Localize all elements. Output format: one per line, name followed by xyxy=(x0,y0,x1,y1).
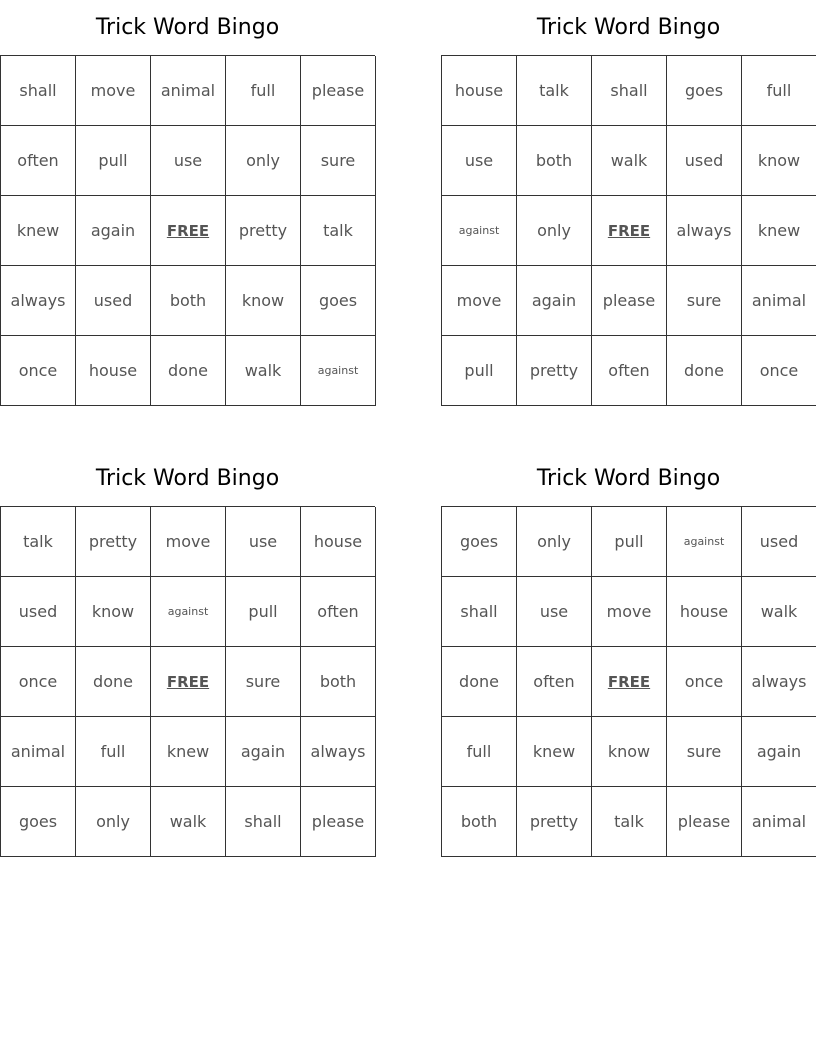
bingo-cell: once xyxy=(742,336,816,406)
bingo-cell: pull xyxy=(226,577,301,647)
free-space: FREE xyxy=(592,647,667,717)
bingo-cell: used xyxy=(742,507,816,577)
bingo-cell: again xyxy=(742,717,816,787)
bingo-cell: shall xyxy=(226,787,301,857)
bingo-cell: knew xyxy=(742,196,816,266)
bingo-cell: done xyxy=(667,336,742,406)
card-title: Trick Word Bingo xyxy=(536,466,721,491)
bingo-cell: shall xyxy=(592,56,667,126)
bingo-cell: against xyxy=(301,336,376,406)
bingo-cell: house xyxy=(442,56,517,126)
bingo-cell: both xyxy=(442,787,517,857)
bingo-grid xyxy=(0,506,375,857)
bingo-cell: use xyxy=(151,126,226,196)
bingo-cell: full xyxy=(76,717,151,787)
bingo-cell: please xyxy=(667,787,742,857)
bingo-card-3 xyxy=(0,451,375,857)
bingo-cell: use xyxy=(226,507,301,577)
bingo-cell: shall xyxy=(1,56,76,126)
bingo-cell: sure xyxy=(301,126,376,196)
bingo-cell: pull xyxy=(76,126,151,196)
bingo-cell: always xyxy=(742,647,816,717)
bingo-grid xyxy=(0,55,375,406)
card-title: Trick Word Bingo xyxy=(95,15,280,40)
bingo-cell: goes xyxy=(301,266,376,336)
bingo-cell: use xyxy=(442,126,517,196)
bingo-cell: full xyxy=(442,717,517,787)
bingo-cell: talk xyxy=(592,787,667,857)
bingo-cell: know xyxy=(592,717,667,787)
bingo-cell: goes xyxy=(667,56,742,126)
bingo-cell: walk xyxy=(592,126,667,196)
bingo-cell: only xyxy=(226,126,301,196)
free-space: FREE xyxy=(151,647,226,717)
bingo-cell: pull xyxy=(592,507,667,577)
free-space: FREE xyxy=(151,196,226,266)
bingo-cell: sure xyxy=(226,647,301,717)
bingo-cell: move xyxy=(151,507,226,577)
bingo-cell: walk xyxy=(151,787,226,857)
bingo-cell: full xyxy=(226,56,301,126)
bingo-cell: knew xyxy=(1,196,76,266)
bingo-cell: once xyxy=(1,647,76,717)
bingo-cell: again xyxy=(226,717,301,787)
bingo-cell: talk xyxy=(1,507,76,577)
bingo-cell: used xyxy=(667,126,742,196)
bingo-cell: again xyxy=(517,266,592,336)
bingo-cell: talk xyxy=(301,196,376,266)
bingo-cell: move xyxy=(592,577,667,647)
bingo-cell: both xyxy=(517,126,592,196)
bingo-cell: pull xyxy=(442,336,517,406)
bingo-cell: only xyxy=(517,507,592,577)
bingo-cell: once xyxy=(667,647,742,717)
bingo-cell: animal xyxy=(742,787,816,857)
bingo-cell: please xyxy=(301,787,376,857)
bingo-cell: move xyxy=(76,56,151,126)
bingo-cell: against xyxy=(151,577,226,647)
bingo-cell: please xyxy=(301,56,376,126)
bingo-cell: knew xyxy=(517,717,592,787)
bingo-cell: always xyxy=(667,196,742,266)
bingo-grid xyxy=(441,55,816,406)
bingo-cell: used xyxy=(76,266,151,336)
bingo-cell: pretty xyxy=(517,787,592,857)
bingo-cell: done xyxy=(76,647,151,717)
bingo-cell: only xyxy=(76,787,151,857)
bingo-cell: done xyxy=(442,647,517,717)
bingo-cell: house xyxy=(301,507,376,577)
bingo-cell: use xyxy=(517,577,592,647)
bingo-cell: pretty xyxy=(76,507,151,577)
bingo-card-1 xyxy=(0,0,375,406)
bingo-cell: often xyxy=(517,647,592,717)
bingo-cell: full xyxy=(742,56,816,126)
bingo-cell: please xyxy=(592,266,667,336)
bingo-cell: against xyxy=(442,196,517,266)
bingo-cell: only xyxy=(517,196,592,266)
bingo-cell: often xyxy=(1,126,76,196)
bingo-cell: talk xyxy=(517,56,592,126)
bingo-cell: once xyxy=(1,336,76,406)
bingo-cell: often xyxy=(592,336,667,406)
bingo-cell: shall xyxy=(442,577,517,647)
bingo-cell: again xyxy=(76,196,151,266)
bingo-cell: both xyxy=(151,266,226,336)
bingo-cell: always xyxy=(1,266,76,336)
bingo-cell: knew xyxy=(151,717,226,787)
bingo-cell: walk xyxy=(742,577,816,647)
bingo-cell: pretty xyxy=(517,336,592,406)
bingo-cell: both xyxy=(301,647,376,717)
bingo-cell: animal xyxy=(151,56,226,126)
bingo-cell: move xyxy=(442,266,517,336)
bingo-cell: sure xyxy=(667,717,742,787)
bingo-cell: walk xyxy=(226,336,301,406)
bingo-cell: goes xyxy=(1,787,76,857)
bingo-cell: sure xyxy=(667,266,742,336)
bingo-cell: house xyxy=(667,577,742,647)
bingo-cell: house xyxy=(76,336,151,406)
bingo-cell: know xyxy=(742,126,816,196)
bingo-grid xyxy=(441,506,816,857)
bingo-cell: pretty xyxy=(226,196,301,266)
bingo-cell: know xyxy=(76,577,151,647)
bingo-cell: against xyxy=(667,507,742,577)
bingo-cell: done xyxy=(151,336,226,406)
bingo-card-2 xyxy=(441,0,816,406)
bingo-cell: used xyxy=(1,577,76,647)
bingo-cell: goes xyxy=(442,507,517,577)
card-title: Trick Word Bingo xyxy=(95,466,280,491)
bingo-cell: know xyxy=(226,266,301,336)
free-space: FREE xyxy=(592,196,667,266)
bingo-cell: always xyxy=(301,717,376,787)
card-title: Trick Word Bingo xyxy=(536,15,721,40)
bingo-cell: animal xyxy=(742,266,816,336)
bingo-card-4 xyxy=(441,451,816,857)
bingo-cell: often xyxy=(301,577,376,647)
bingo-cell: animal xyxy=(1,717,76,787)
